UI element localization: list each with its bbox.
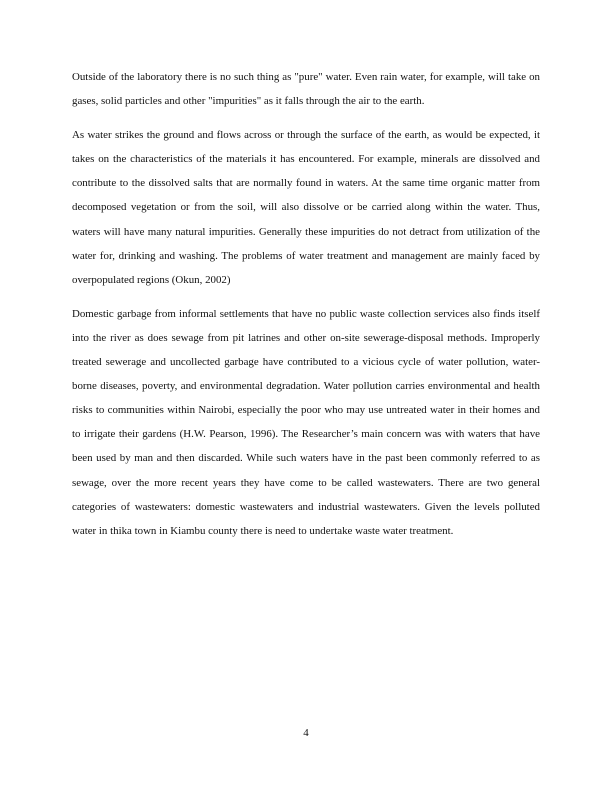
page-number: 4 [303, 727, 309, 739]
paragraph: As water strikes the ground and flows across or through the surface of the earth, as would be expected, it takes on the characteristics of the materials it has encountered. For example, minerals are dissolved and contribute to the dissolved salts that are normally found in waters. At the same time organic matter from decomposed vegetation or from the soil, will also dissolve or be carried along within the water. Thus, waters will have many natural impurities. Generally these impurities do not detract from utilization of the water for, drinking and washing. The problems of water treatment and management are mainly faced by overpopulated regions (Okun, 2002) [72, 129, 540, 286]
body-text [72, 65, 540, 553]
paragraph: Outside of the laboratory there is no such thing as "pure" water. Even rain water, for example, will take on gases, solid particles and other "impurities" as it falls through the air to the earth. [72, 71, 540, 108]
paragraph: Domestic garbage from informal settlements that have no public waste collection services also finds itself into the river as does sewage from pit latrines and other on-site sewerage-disposal methods. Improperly treated sewerage and uncollected garbage have contributed to a vicious cycle of water pollution, water-borne diseases, poverty, and environmental degradation. Water pollution carries environmental and health risks to communities within Nairobi, especially the poor who may use untreated water in their homes and to irrigate their gardens (H.W. Pearson, 1996). The Researcher’s main concern was with waters that have been used by man and then discarded. While such waters have in the past been commonly referred to as sewage, over the more recent years they have come to be called wastewaters. There are two general categories of wastewaters: domestic wastewaters and industrial wastewaters. Given the levels polluted water in thika town in Kiambu county there is need to undertake waste water treatment. [72, 307, 540, 537]
